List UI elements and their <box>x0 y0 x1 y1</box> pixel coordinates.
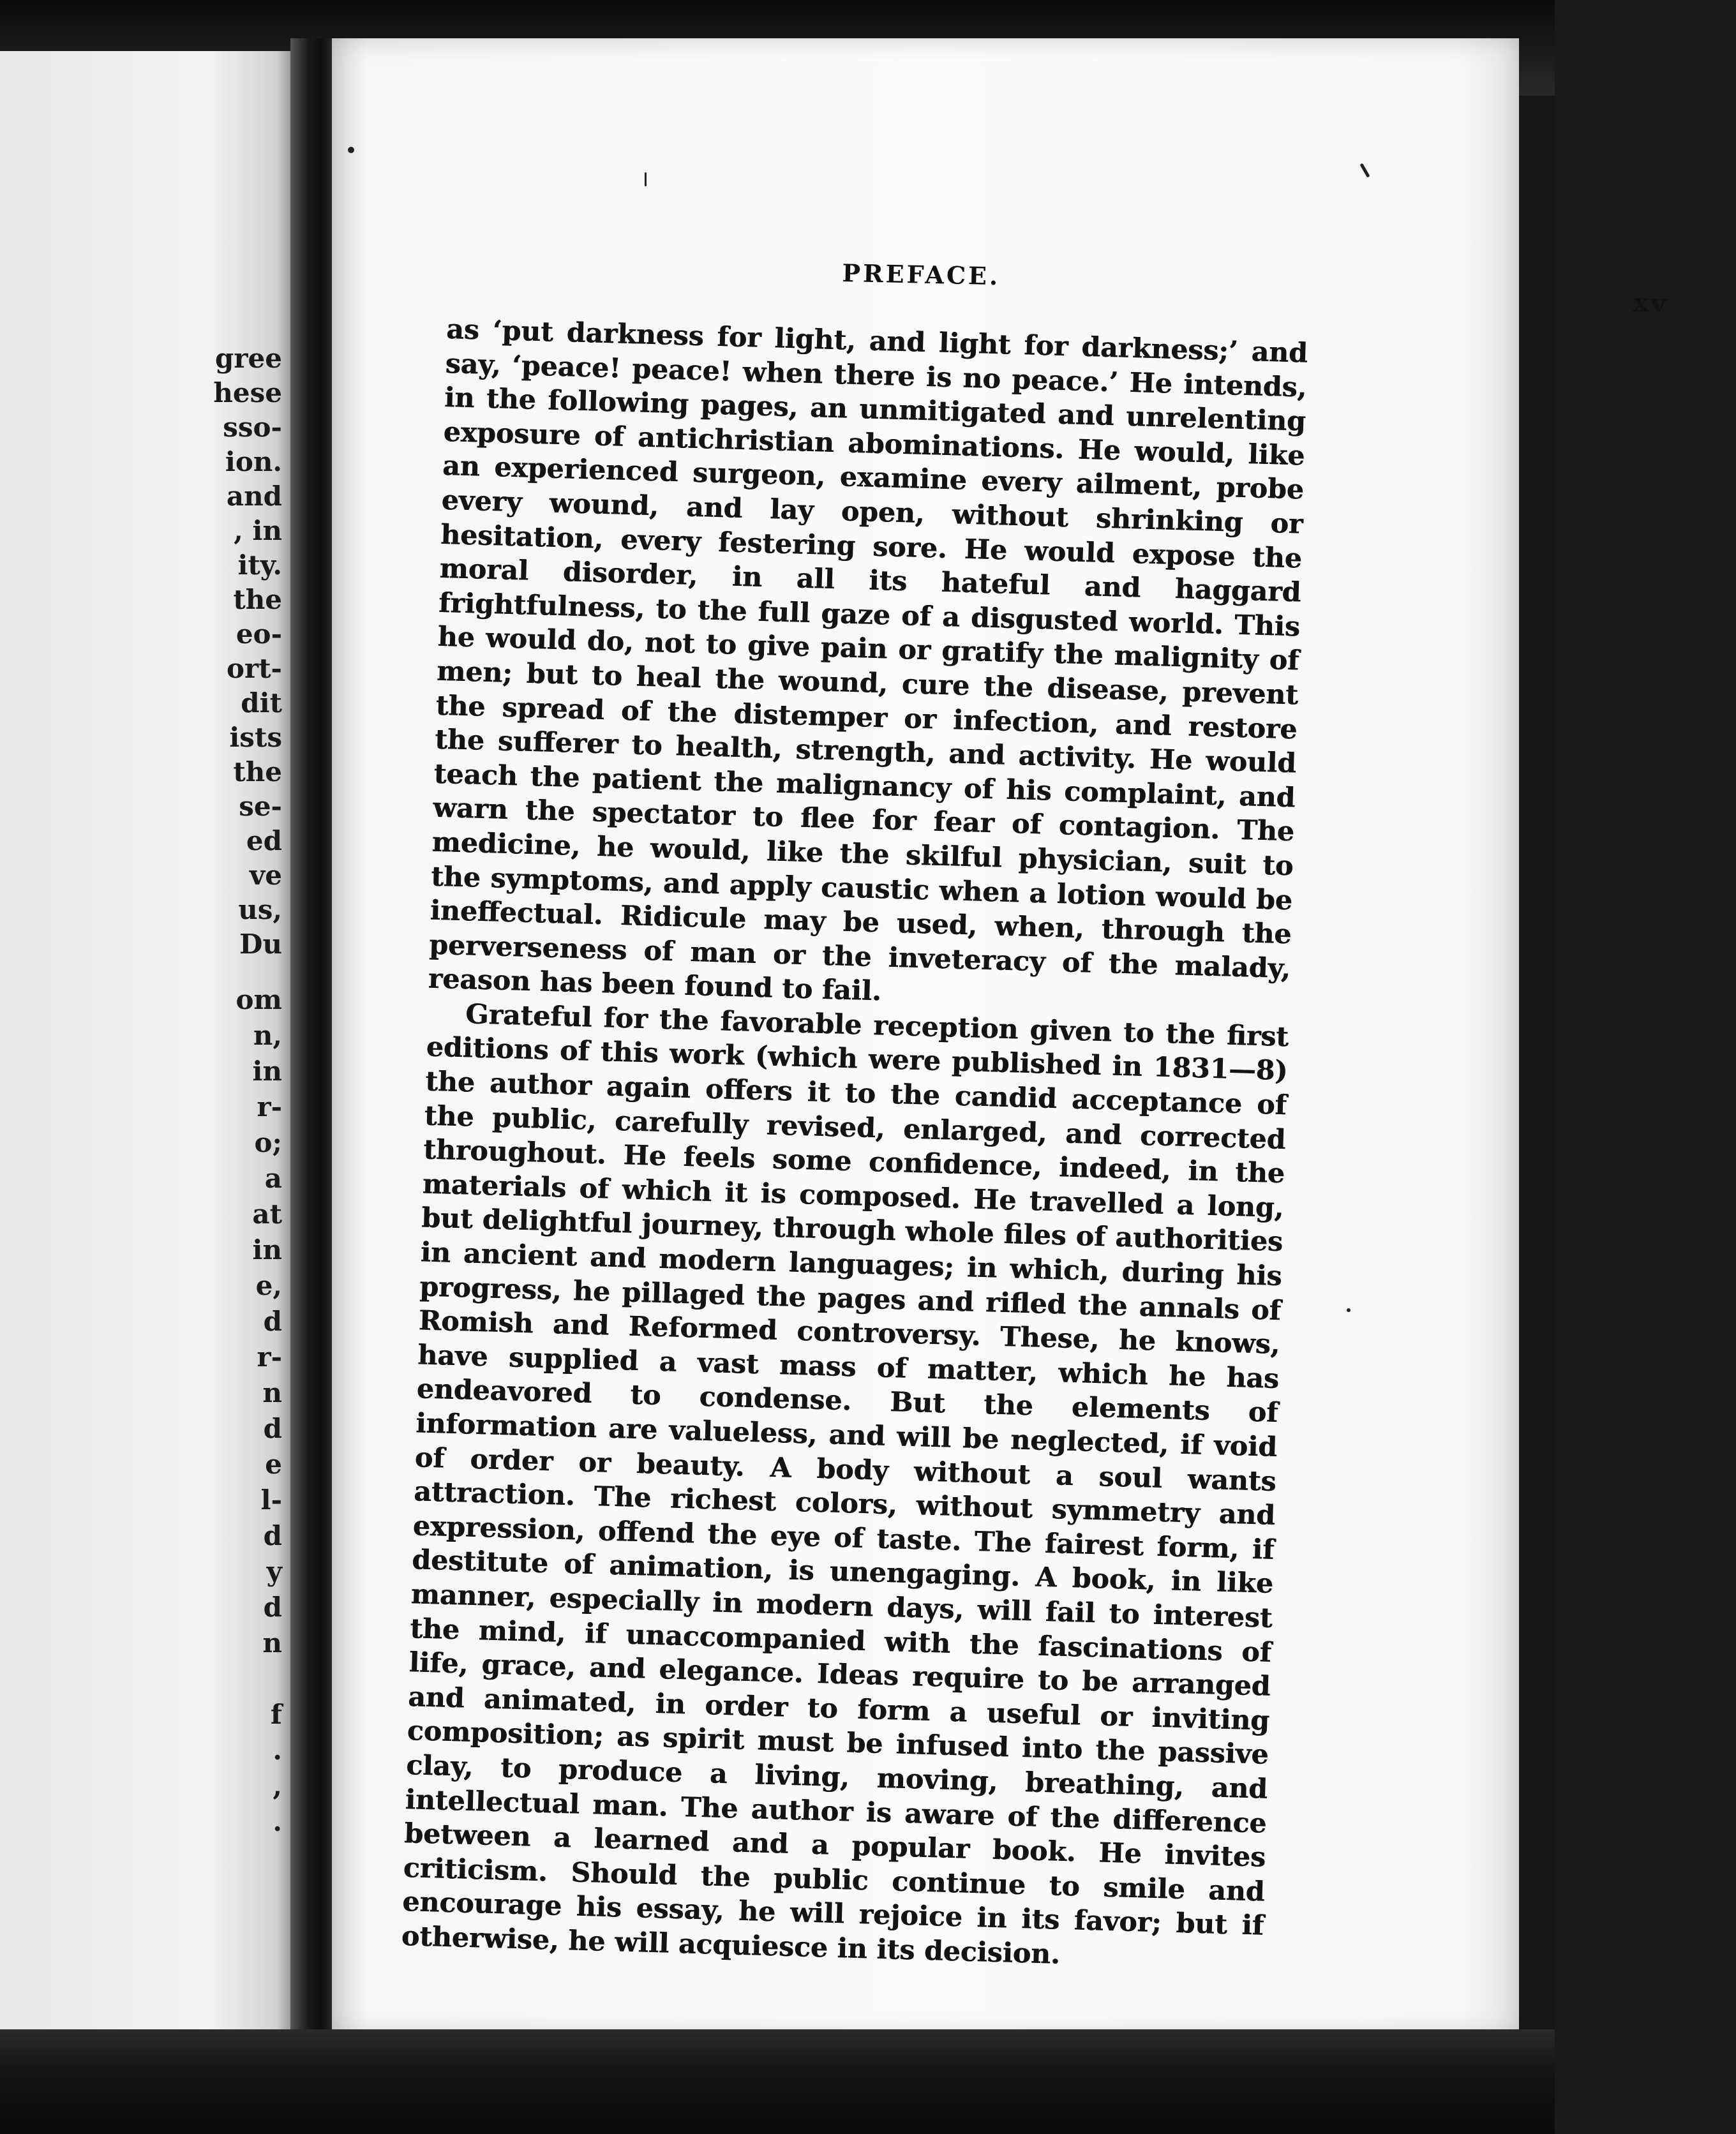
dust-speck <box>1347 1308 1351 1312</box>
left-page-fragment: se- <box>239 791 282 822</box>
left-page-fragment: ed <box>246 825 282 856</box>
left-page-fragment: eo- <box>236 618 282 650</box>
left-page-fragment: at <box>252 1198 282 1230</box>
left-page-fragment: n, <box>253 1020 282 1051</box>
left-page-fragment <box>0 1662 294 1698</box>
left-page-fragment: in <box>252 1234 282 1265</box>
paragraph: Grateful for the favorable reception given to the first editions of this work (which were published in 1831—8) the author again offers it to the candid acceptance of the public, carefully revised, enlarged, and corrected throughout. He feels some confidence, indeed, in the materials of which it is composed. He travelled a long, but delightful journey, through whole files of authorities in ancient and modern languages; in which, during his progress, he pillaged the pages and rifled the annals of Romish and Reformed controversy. These, he knows, have supplied a vast mass of matter, which he has endeavored to condense. But the elements of information are valueless, and will be neglected, if void of order or beauty. A body without a soul wants attraction. The richest colors, without symmetry and expression, offend the eye of taste. The fairest form, if destitute of animation, is unengaging. A book, in like manner, especially in modern days, will fail to interest the mind, if unaccompanied with the fascinations of life, grace, and elegance. Ideas require to be arranged and animated, in order to form a useful or inviting composition; as spirit must be infused into the passive clay, to produce a living, moving, breathing, and intellectual man. The author is aware of the difference between a learned and a popular book. He invites criticism. Should the public continue to smile and encourage his essay, he will rejoice in its favor; but if otherwise, he will acquiesce in its decision. <box>401 998 1289 1971</box>
preface-body <box>401 313 1308 1978</box>
left-page-fragment: d <box>263 1306 282 1337</box>
left-page-fragment: , <box>273 1770 282 1802</box>
page-number: xv <box>1633 287 1669 319</box>
left-page-fragment: hese <box>213 377 282 408</box>
left-page-fragment: in <box>252 1056 282 1087</box>
left-page-fragment: e, <box>255 1270 282 1301</box>
left-page-fragment: us, <box>238 894 282 925</box>
running-head <box>842 258 1736 319</box>
left-page-fragment: . <box>273 1735 282 1766</box>
running-head-title: PREFACE. <box>842 258 1001 291</box>
right-page <box>332 38 1669 2036</box>
left-page-fragment: dit <box>241 687 282 719</box>
left-facing-page <box>0 51 300 2048</box>
film-border-bottom <box>0 2029 1555 2134</box>
paragraph: as ‘put darkness for light, and light for darkness;’ and say, ‘peace! peace! when there is no peace.’ He intends, in the following pages, an unmitigated and unrelenting exposure of antichristian abominations. He would, like an experienced surgeon, examine every ailment, probe every wound, and lay open, without shrinking or hesitation, every festering sore. He would expose the moral disorder, in all its hateful and haggard frightfulness, to the full gaze of a disgusted world. This he would do, not to give pain or gratify the malignity of men; but to heal the wound, cure the disease, prevent the spread of the distemper or infection, and restore the sufferer to health, strength, and activity. He would teach the patient the malignancy of his complaint, and warn the spectator to flee for fear of contagion. The medicine, he would, like the skilful physician, suit to the symptoms, and apply caustic when a lotion would be ineffectual. Ridicule may be used, when, through the perverseness of man or the inveteracy of the malady, reason has been found to fail. <box>428 313 1308 1008</box>
left-page-fragment: e <box>265 1449 282 1480</box>
left-page-fragment: r- <box>257 1341 282 1373</box>
left-page-fragment: n <box>262 1627 282 1659</box>
left-page-fragment: , in <box>234 515 282 546</box>
left-page-fragment: and <box>226 481 282 512</box>
left-page-fragment: ity. <box>237 549 282 581</box>
dust-speck <box>645 172 647 186</box>
dust-speck <box>348 147 354 153</box>
left-page-fragment: d <box>263 1413 282 1444</box>
left-page-fragment: o; <box>254 1127 282 1158</box>
left-page-fragment: ists <box>229 722 282 753</box>
left-page-fragment: om <box>236 984 282 1015</box>
left-page-fragment: sso- <box>223 412 282 443</box>
left-page-fragment: Du <box>239 929 282 960</box>
dust-speck <box>1359 163 1370 177</box>
left-page-fragment: n <box>262 1377 282 1408</box>
left-page-fragment: ort- <box>227 653 282 684</box>
left-page-fragment: the <box>233 584 282 615</box>
left-page-fragment: ion. <box>225 446 282 477</box>
left-page-fragment: the <box>233 756 282 787</box>
left-page-fragment: a <box>264 1163 282 1194</box>
left-page-fragment: r- <box>257 1091 282 1123</box>
left-page-line-fragments-bottom <box>0 983 294 1840</box>
left-page-fragment: d <box>263 1592 282 1623</box>
left-page-fragment: ve <box>249 860 282 891</box>
left-page-fragment: d <box>263 1520 282 1551</box>
left-page-fragment: . <box>273 1806 282 1837</box>
left-page-fragment: y <box>266 1556 282 1587</box>
left-page-fragment: l- <box>260 1484 282 1516</box>
left-page-fragment: gree <box>215 343 282 374</box>
left-page-line-fragments-top <box>0 341 294 962</box>
left-page-fragment: f <box>270 1699 282 1730</box>
